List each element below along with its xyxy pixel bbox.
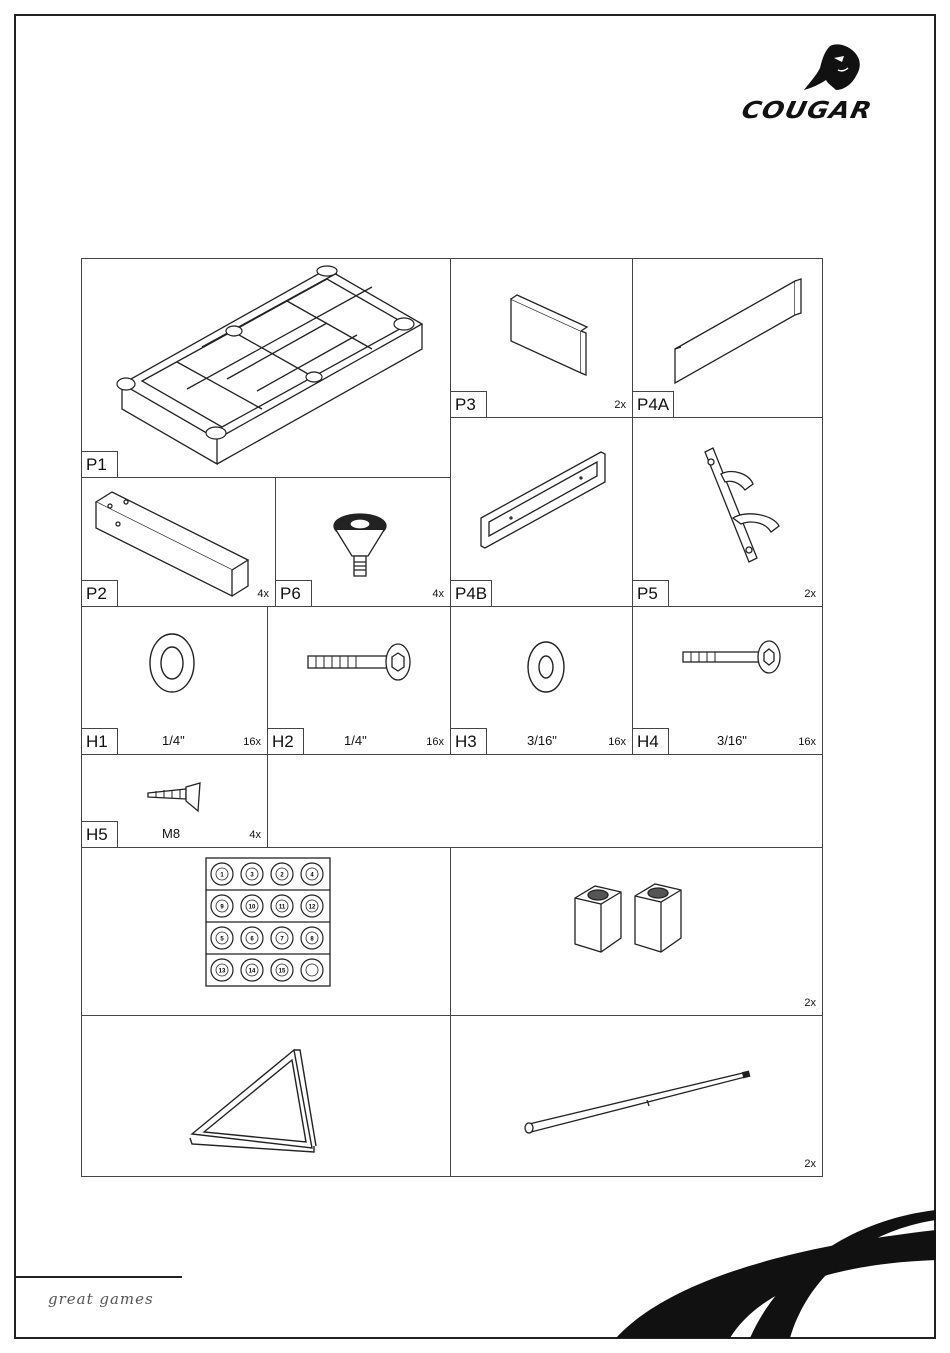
svg-text:14: 14 (248, 968, 256, 975)
part-label: P2 (82, 580, 118, 606)
cue-quantity: 2x (804, 1158, 816, 1170)
hardware-cell-h5 (81, 754, 268, 848)
ball-icon (241, 863, 263, 885)
part-cell-p4b (450, 417, 633, 607)
ball-icon (211, 927, 233, 949)
svg-text:3: 3 (250, 872, 254, 879)
part-quantity: 2x (804, 588, 816, 600)
ball-icon (241, 959, 263, 981)
ball-set-illustration (82, 848, 452, 1017)
ball-icon (271, 895, 293, 917)
hardware-quantity: 16x (243, 736, 261, 748)
chalk-illustration (451, 848, 824, 1017)
cue-stick-illustration (451, 1016, 824, 1178)
svg-text:4: 4 (310, 872, 314, 879)
svg-text:11: 11 (278, 904, 286, 911)
part-cell-p4a (632, 258, 823, 418)
ball-set-cell (81, 847, 451, 1016)
ball-icon (271, 959, 293, 981)
hardware-label: H5 (82, 821, 118, 847)
brand-name: COUGAR (739, 97, 875, 125)
hardware-size: M8 (162, 826, 181, 841)
hardware-label: H1 (82, 728, 118, 754)
part-label: P4A (633, 391, 674, 417)
part-quantity: 2x (614, 399, 626, 411)
hardware-size: 3/16" (527, 733, 557, 748)
part-quantity: 4x (257, 588, 269, 600)
chalk-cell (450, 847, 823, 1016)
ball-icon (301, 959, 323, 981)
hardware-label: H4 (633, 728, 669, 754)
table-frame-illustration (82, 259, 452, 479)
part-cell-p2 (81, 477, 276, 607)
svg-text:10: 10 (248, 904, 256, 911)
hardware-label: H2 (268, 728, 304, 754)
hardware-cell-h1 (81, 606, 268, 755)
svg-text:13: 13 (218, 968, 226, 975)
hardware-quantity: 4x (249, 829, 261, 841)
swoosh-decoration-icon (600, 1190, 936, 1338)
ball-icon (211, 895, 233, 917)
hardware-size: 1/4" (162, 733, 185, 748)
ball-icon (301, 927, 323, 949)
part-label: P1 (82, 451, 118, 477)
hardware-quantity: 16x (798, 736, 816, 748)
footer-divider (14, 1276, 182, 1278)
hardware-quantity: 16x (608, 736, 626, 748)
svg-text:12: 12 (308, 904, 316, 911)
part-label: P3 (451, 391, 487, 417)
ball-icon (271, 863, 293, 885)
hardware-quantity: 16x (426, 736, 444, 748)
part-cell-p6 (275, 477, 451, 607)
hardware-size: 3/16" (717, 733, 747, 748)
triangle-rack-illustration (82, 1016, 452, 1178)
part-quantity: 4x (432, 588, 444, 600)
svg-text:8: 8 (310, 936, 314, 943)
part-cell-p3 (450, 258, 633, 418)
hardware-size: 1/4" (344, 733, 367, 748)
part-label: P5 (633, 580, 669, 606)
brand-tagline: great games (48, 1290, 154, 1308)
part-cell-p1 (81, 258, 451, 478)
hardware-cell-h3 (450, 606, 633, 755)
part-cell-p5 (632, 417, 823, 607)
svg-text:9: 9 (220, 904, 224, 911)
ball-icon (301, 863, 323, 885)
ball-icon (241, 927, 263, 949)
ball-icon (211, 863, 233, 885)
triangle-rack-cell (81, 1015, 451, 1177)
hardware-cell-h4 (632, 606, 823, 755)
part-label: P6 (276, 580, 312, 606)
svg-text:7: 7 (280, 936, 284, 943)
svg-text:15: 15 (278, 968, 286, 975)
svg-text:5: 5 (220, 936, 224, 943)
part-label: P4B (451, 580, 492, 606)
empty-cell (267, 754, 823, 848)
hardware-cell-h2 (267, 606, 451, 755)
ball-icon (241, 895, 263, 917)
hardware-label: H3 (451, 728, 487, 754)
svg-text:2: 2 (280, 872, 284, 879)
svg-text:6: 6 (250, 936, 254, 943)
cue-cell (450, 1015, 823, 1177)
svg-text:1: 1 (220, 872, 224, 879)
chalk-quantity: 2x (804, 997, 816, 1009)
ball-icon (211, 959, 233, 981)
ball-icon (271, 927, 293, 949)
ball-icon (301, 895, 323, 917)
